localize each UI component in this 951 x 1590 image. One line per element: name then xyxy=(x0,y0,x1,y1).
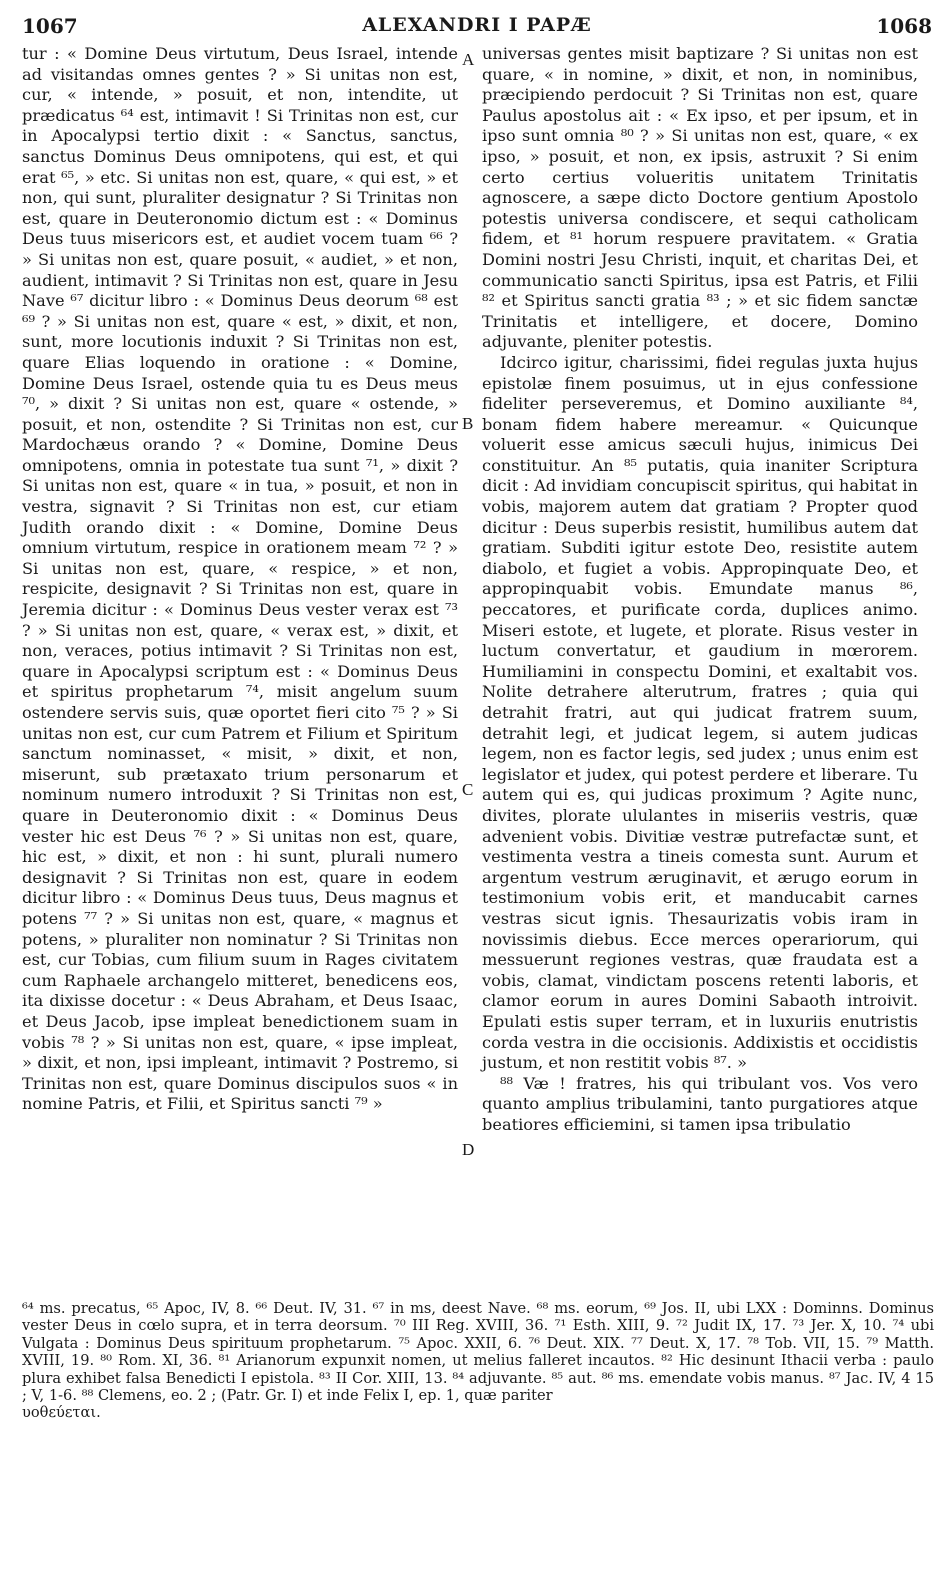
left-column-paragraph: tur : « Domine Deus virtutum, Deus Israel, intende ad visitandas omnes gentes ? » Si unitas non est, cur, « intende, » posuit, et non, intendite, ut prædicatus ⁶⁴ est, intimavit ! Si Trinitas non est, cur in Apocalypsi tertio dixit : « Sanctus, sanctus, sanctus Dominus Deus omnipotens, qui est, et qui erat ⁶⁵, » etc. Si unitas non est, quare, « qui est, » et non, qui sunt, pluraliter designatur ? Si Trinitas non est, quare in Deuteronomio dictum est : « Dominus Deus tuus misericors est, et audiet vocem tuam ⁶⁶ ? » Si unitas non est, quare posuit, « audiet, » et non, audient, intimavit ? Si Trinitas non est, quare in Jesu Nave ⁶⁷ dicitur libro : « Dominus Deus deorum ⁶⁸ est ⁶⁹ ? » Si unitas non est, quare « est, » dixit, et non, sunt, more locutionis induxit ? Si Trinitas non est, quare Elias loquendo in oratione : « Domine, Domine Deus Israel, ostende quia tu es Deus meus ⁷⁰, » dixit ? Si unitas non est, quare « ostende, » posuit, et non, ostendite ? Si Trinitas non est, cur Mardochæus orando ? « Domine, Domine Deus omnipotens, omnia in potestate tua sunt ⁷¹, » dixit ? Si unitas non est, quare « in tua, » posuit, et non in vestra, signavit ? Si Trinitas non est, cur etiam Judith orando dixit : « Domine, Domine Deus omnium virtutum, respice in orationem meam ⁷² ? » Si unitas non est, quare, « respice, » et non, respicite, designavit ? Si Trinitas non est, quare in Jeremia dicitur : « Dominus Deus vester verax est ⁷³ ? » Si unitas non est, quare, « verax est, » dixit, et non, veraces, potius intimavit ? Si Trinitas non est, quare in Apocalypsi scriptum est : « Dominus Deus et spiritus prophetarum ⁷⁴, misit angelum suum ostendere servis suis, quæ oportet fieri cito ⁷⁵ ? » Si unitas non est, cur cum Patrem et Filium et Spiritum sanctum nominasset, « misit, » dixit, et non, miserunt, sub prætaxato trium personarum et nominum numero introduxit ? Si Trinitas non est, quare in Deuteronomio dixit : « Dominus Deus vester hic est Deus ⁷⁶ ? » Si unitas non est, quare, hic est, » dixit, et non : hi sunt, plurali numero designavit ? Si Trinitas non est, quare in eodem dicitur libro : « Dominus Deus tuus, Deus magnus et potens ⁷⁷ ? » Si unitas non est, quare, « magnus et potens, » pluraliter non nominatur ? Si Trinitas non est, cur Tobias, cum filium suum in Rages civitatem cum Raphaele archangelo mitteret, benedicens eos, ita dixisse docetur : « Deus Abraham, et Deus Isaac, et Deus Jacob, ipse impleat benedictionem suam in vobis ⁷⁸ ? » Si unitas non est, quare, « ipse impleat, » dixit, et non, ipsi impleant, intimavit ? Postremo, si Trinitas non est, quare Dominus discipulos suos « in nomine Patris, et Filii, et Spiritus sancti ⁷⁹ » xyxy=(22,44,458,1114)
page-number-left: 1067 xyxy=(22,14,78,38)
running-title: ALEXANDRI I PAPÆ xyxy=(362,14,592,36)
column-marker-c: C xyxy=(462,780,474,799)
right-column-paragraph-1: universas gentes misit baptizare ? Si unitas non est quare, « in nomine, » dixit, et non, in nominibus, præcipiendo perdocuit ? Si Trinitas non est, quare Paulus apostolus ait : « Ex ipso, et per ipsum, et in ipso sunt omnia ⁸⁰ ? » Si unitas non est, quare, « ex ipso, » posuit, et non, ex ipsis, astruxit ? Si enim certo certius volueritis unitatem Trinitatis agnoscere, a sæpe dicto Doctore gentium Apostolo potestis universa condiscere, et sequi catholicam fidem, et ⁸¹ horum respuere pravitatem. « Gratia Domini nostri Jesu Christi, inquit, et charitas Dei, et communicatio sancti Spiritus, ipsa est Patris, et Filii ⁸² et Spiritus sancti gratia ⁸³ ; » et sic fidem sanctæ Trinitatis et intelligere, et docere, Domino adjuvante, pleniter potestis. xyxy=(482,44,918,352)
column-marker-a: A xyxy=(462,50,475,69)
left-column xyxy=(22,44,458,1115)
column-marker-b: B xyxy=(462,414,474,433)
footnotes-text: ⁶⁴ ms. precatus, ⁶⁵ Apoc, IV, 8. ⁶⁶ Deut. IV, 31. ⁶⁷ in ms, deest Nave. ⁶⁸ ms. eorum, ⁶⁹ Jos. II, ubi LXX : Dominns. Dominus vester Deus in cœlo supra, et in terra deorsum. ⁷⁰ III Reg. XVIII, 36. ⁷¹ Esth. XIII, 9. ⁷² Judit IX, 17. ⁷³ Jer. X, 10. ⁷⁴ ubi Vulgata : Dominus Deus spirituum prophetarum. ⁷⁵ Apoc. XXII, 6. ⁷⁶ Deut. XIX. ⁷⁷ Deut. X, 17. ⁷⁸ Tob. VII, 15. ⁷⁹ Matth. XVIII, 19. ⁸⁰ Rom. XI, 36. ⁸¹ Arianorum expunxit nomen, ut melius falleret incautos. ⁸² Hic desinunt Ithacii verba : paulo plura exhibet falsa Benedicti I epistola. ⁸³ II Cor. XIII, 13. ⁸⁴ adjuvante. ⁸⁵ aut. ⁸⁶ ms. emendate vobis manus. ⁸⁷ Jac. IV, 4 15 ; V, 1-6. ⁸⁸ Clemens, eo. 2 ; (Patr. Gr. I) et inde Felix I, ep. 1, quæ pariter xyxy=(22,1300,934,1405)
running-header xyxy=(22,6,932,40)
right-column-paragraph-2: Idcirco igitur, charissimi, fidei regulas juxta hujus epistolæ finem posuimus, ut in ejus confessione fideliter perseveremus, et Domino auxiliante ⁸⁴, bonam fidem habere mereamur. « Quicunque voluerit esse amicus sæculi hujus, inimicus Dei constituitur. An ⁸⁵ putatis, quia inaniter Scriptura dicit : Ad invidiam concupiscit spiritus, qui habitat in vobis, majorem autem dat gratiam ? Propter quod dicitur : Deus superbis resistit, humilibus autem dat gratiam. Subditi igitur estote Deo, resistite autem diabolo, et fugiet a vobis. Appropinquate Deo, et appropinquabit vobis. Emundate manus ⁸⁶, peccatores, et purificate corda, duplices animo. Miseri estote, et lugete, et plorate. Risus vester in luctum convertatur, et gaudium in mœrorem. Humiliamini in conspectu Domini, et exaltabit vos. Nolite detrahere alterutrum, fratres ; quia qui detrahit fratri, aut qui judicat fratrem suum, detrahit legi, et judicat legem, si autem judicas legem, non es factor legis, sed judex ; unus enim est legislator et judex, qui potest perdere et liberare. Tu autem qui es, qui judicas proximum ? Agite nunc, divites, plorate ululantes in miseriis vestris, quæ advenient vobis. Divitiæ vestræ putrefactæ sunt, et vestimenta vestra a tineis comesta sunt. Aurum et argentum vestrum æruginavit, et ærugo eorum in testimonium vobis erit, et manducabit carnes vestras sicut ignis. Thesaurizatis vobis iram in novissimis diebus. Ecce merces operariorum, qui messuerunt regiones vestras, quæ fraudata est a vobis, clamat, vindictam poscens retenti laboris, et clamor eorum in aures Domini Sabaoth introivit. Epulati estis super terram, et in luxuriis enutristis corda vestra in die occisionis. Addixistis et occidistis justum, et non restitit vobis ⁸⁷. » xyxy=(482,352,918,1073)
right-column-paragraph-3: ⁸⁸ Væ ! fratres, his qui tribulant vos. Vos vero quanto amplius tribulamini, tanto purgatiores atque beatiores efficiemini, si tamen ipsa tribulatio xyxy=(482,1073,918,1134)
footnotes xyxy=(22,1300,934,1422)
page-number-right: 1068 xyxy=(876,14,932,38)
column-marker-d: D xyxy=(462,1140,475,1159)
footnotes-greek: υοθεύεται. xyxy=(22,1404,101,1422)
right-column xyxy=(482,44,918,1135)
